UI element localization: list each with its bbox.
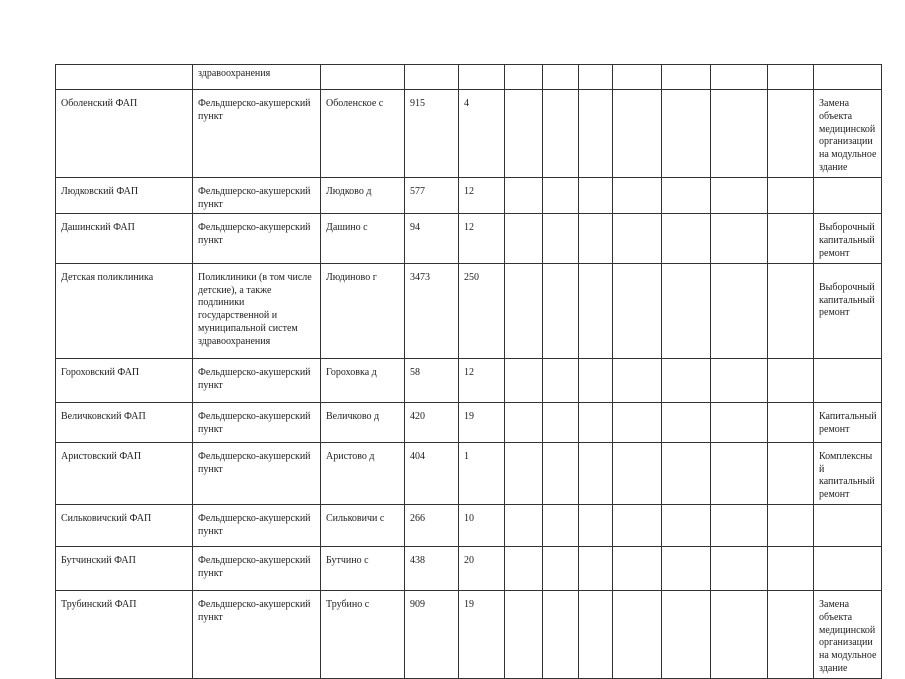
cell-empty	[768, 90, 814, 178]
cell-type: Фельдшерско-акушерский пункт	[193, 546, 321, 590]
cell-locality: Дашино с	[321, 214, 405, 263]
cell-empty	[711, 358, 768, 402]
cell-empty	[579, 263, 613, 358]
cell-empty	[711, 402, 768, 442]
cell-empty	[768, 177, 814, 214]
cell-empty	[579, 65, 613, 90]
cell-empty	[579, 90, 613, 178]
cell-remark	[814, 177, 882, 214]
cell-population: 58	[405, 358, 459, 402]
cell-remark	[814, 546, 882, 590]
cell-name: Детская поликлиника	[56, 263, 193, 358]
cell-empty	[543, 214, 579, 263]
cell-empty	[768, 590, 814, 678]
cell-distance: 4	[459, 90, 505, 178]
cell-empty	[543, 177, 579, 214]
cell-name: Гороховский ФАП	[56, 358, 193, 402]
cell-distance: 10	[459, 504, 505, 546]
cell-empty	[613, 263, 662, 358]
cell-type: Фельдшерско-акушерский пункт	[193, 90, 321, 178]
cell-remark: Замена объекта медицинской организации на модульное здание	[814, 590, 882, 678]
cell-remark	[814, 65, 882, 90]
cell-empty	[579, 214, 613, 263]
table-row	[56, 546, 882, 590]
cell-empty	[613, 442, 662, 504]
table-row	[56, 590, 882, 678]
cell-type: Фельдшерско-акушерский пункт	[193, 590, 321, 678]
table-row-continuation	[56, 65, 882, 90]
cell-empty	[662, 590, 711, 678]
cell-population	[405, 65, 459, 90]
cell-empty	[662, 90, 711, 178]
cell-distance: 12	[459, 177, 505, 214]
cell-empty	[662, 504, 711, 546]
cell-distance: 1	[459, 442, 505, 504]
cell-empty	[662, 358, 711, 402]
cell-population: 577	[405, 177, 459, 214]
cell-name: Бутчинский ФАП	[56, 546, 193, 590]
cell-empty	[662, 263, 711, 358]
cell-name: Оболенский ФАП	[56, 90, 193, 178]
cell-remark: Комплексный капитальный ремонт	[814, 442, 882, 504]
cell-empty	[543, 546, 579, 590]
cell-empty	[613, 214, 662, 263]
cell-name: Величковский ФАП	[56, 402, 193, 442]
cell-locality	[321, 65, 405, 90]
cell-empty	[711, 177, 768, 214]
cell-empty	[711, 65, 768, 90]
cell-empty	[543, 504, 579, 546]
cell-empty	[579, 590, 613, 678]
cell-empty	[505, 358, 543, 402]
cell-empty	[711, 263, 768, 358]
cell-empty	[579, 504, 613, 546]
cell-empty	[505, 590, 543, 678]
cell-name: Трубинский ФАП	[56, 590, 193, 678]
cell-distance: 12	[459, 214, 505, 263]
cell-empty	[579, 402, 613, 442]
cell-empty	[505, 263, 543, 358]
cell-remark: Замена объекта медицинской организации на модульное здание	[814, 90, 882, 178]
cell-empty	[768, 546, 814, 590]
facilities-table	[55, 64, 882, 679]
cell-empty	[711, 504, 768, 546]
cell-type: Фельдшерско-акушерский пункт	[193, 442, 321, 504]
cell-empty	[505, 442, 543, 504]
cell-empty	[579, 177, 613, 214]
cell-distance: 19	[459, 402, 505, 442]
cell-empty	[505, 177, 543, 214]
cell-empty	[662, 65, 711, 90]
cell-type: Фельдшерско-акушерский пункт	[193, 402, 321, 442]
cell-distance: 20	[459, 546, 505, 590]
cell-empty	[662, 402, 711, 442]
cell-locality: Людиново г	[321, 263, 405, 358]
table-row	[56, 214, 882, 263]
table-body	[56, 65, 882, 679]
cell-empty	[505, 546, 543, 590]
cell-empty	[711, 214, 768, 263]
cell-empty	[768, 442, 814, 504]
cell-empty	[543, 90, 579, 178]
cell-empty	[768, 65, 814, 90]
cell-locality: Гороховка д	[321, 358, 405, 402]
cell-empty	[579, 546, 613, 590]
cell-population: 3473	[405, 263, 459, 358]
cell-distance	[459, 65, 505, 90]
cell-empty	[662, 177, 711, 214]
cell-empty	[768, 214, 814, 263]
cell-locality: Людково д	[321, 177, 405, 214]
cell-name: Сильковичский ФАП	[56, 504, 193, 546]
cell-remark: Капитальный ремонт	[814, 402, 882, 442]
cell-empty	[505, 504, 543, 546]
cell-empty	[768, 263, 814, 358]
cell-empty	[711, 546, 768, 590]
table-row	[56, 442, 882, 504]
cell-locality: Трубино с	[321, 590, 405, 678]
cell-empty	[613, 504, 662, 546]
cell-locality: Оболенское с	[321, 90, 405, 178]
cell-locality: Сильковичи с	[321, 504, 405, 546]
table-row	[56, 358, 882, 402]
cell-type: Поликлиники (в том числе детские), а также подлиники государственной и муниципальной систем здравоохранения	[193, 263, 321, 358]
cell-distance: 12	[459, 358, 505, 402]
cell-type: Фельдшерско-акушерский пункт	[193, 358, 321, 402]
cell-empty	[662, 442, 711, 504]
cell-empty	[768, 402, 814, 442]
cell-empty	[613, 402, 662, 442]
cell-empty	[613, 177, 662, 214]
cell-empty	[579, 442, 613, 504]
table-row	[56, 504, 882, 546]
cell-population: 404	[405, 442, 459, 504]
cell-type: здравоохранения	[193, 65, 321, 90]
cell-name: Дашинский ФАП	[56, 214, 193, 263]
cell-empty	[711, 590, 768, 678]
cell-name: Людковский ФАП	[56, 177, 193, 214]
table-row	[56, 402, 882, 442]
cell-locality: Бутчино с	[321, 546, 405, 590]
cell-empty	[543, 442, 579, 504]
cell-empty	[613, 590, 662, 678]
cell-empty	[543, 263, 579, 358]
cell-empty	[711, 442, 768, 504]
cell-remark: Выборочный капитальный ремонт	[814, 263, 882, 358]
cell-name: Аристовский ФАП	[56, 442, 193, 504]
cell-population: 420	[405, 402, 459, 442]
cell-empty	[505, 65, 543, 90]
cell-type: Фельдшерско-акушерский пункт	[193, 177, 321, 214]
cell-population: 915	[405, 90, 459, 178]
cell-population: 909	[405, 590, 459, 678]
table-row	[56, 177, 882, 214]
cell-empty	[613, 65, 662, 90]
cell-remark	[814, 358, 882, 402]
cell-empty	[543, 358, 579, 402]
cell-empty	[505, 402, 543, 442]
cell-empty	[613, 546, 662, 590]
cell-empty	[543, 402, 579, 442]
cell-empty	[505, 90, 543, 178]
cell-name	[56, 65, 193, 90]
cell-empty	[768, 504, 814, 546]
table-row	[56, 263, 882, 358]
cell-empty	[711, 90, 768, 178]
cell-remark	[814, 504, 882, 546]
cell-population: 438	[405, 546, 459, 590]
cell-type: Фельдшерско-акушерский пункт	[193, 504, 321, 546]
cell-empty	[543, 65, 579, 90]
cell-empty	[579, 358, 613, 402]
cell-population: 266	[405, 504, 459, 546]
cell-locality: Аристово д	[321, 442, 405, 504]
cell-empty	[543, 590, 579, 678]
cell-empty	[613, 90, 662, 178]
cell-remark: Выборочный капитальный ремонт	[814, 214, 882, 263]
cell-distance: 19	[459, 590, 505, 678]
table-row	[56, 90, 882, 178]
cell-population: 94	[405, 214, 459, 263]
cell-empty	[768, 358, 814, 402]
cell-empty	[505, 214, 543, 263]
cell-empty	[613, 358, 662, 402]
cell-distance: 250	[459, 263, 505, 358]
cell-type: Фельдшерско-акушерский пункт	[193, 214, 321, 263]
cell-locality: Величково д	[321, 402, 405, 442]
cell-empty	[662, 546, 711, 590]
cell-empty	[662, 214, 711, 263]
